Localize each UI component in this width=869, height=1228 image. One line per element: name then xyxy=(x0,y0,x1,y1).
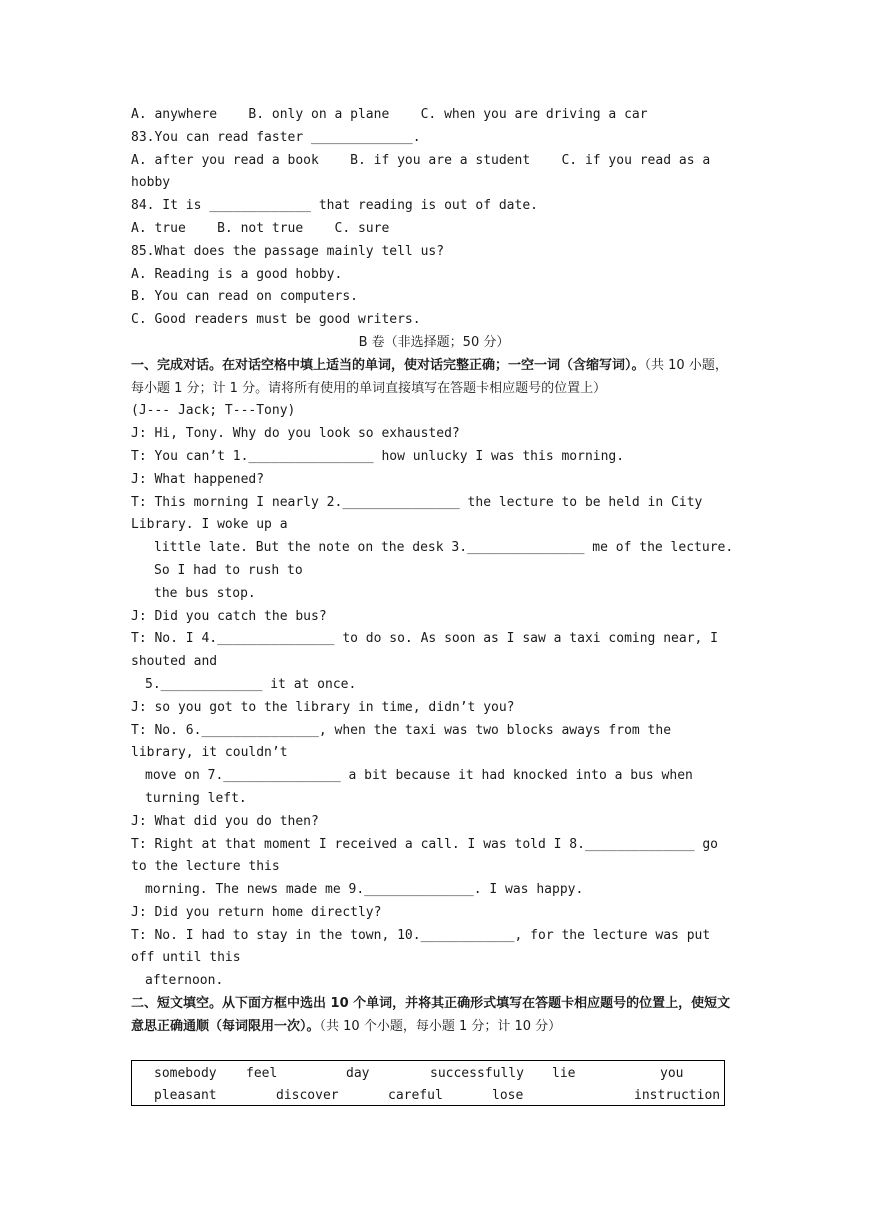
dialogue-line: the bus stop. xyxy=(154,585,256,601)
word-item: lose xyxy=(492,1088,524,1103)
word-item: feel xyxy=(246,1066,278,1081)
dialogue-line: T: No. 6._______________, when the taxi was two blocks aways from the library, it couldn’t xyxy=(131,722,679,761)
q85-option-c: C. Good readers must be good writers. xyxy=(131,312,421,328)
dialogue-line: afternoon. xyxy=(145,973,224,989)
q82-options: A. anywhere B. only on a plane C. when you are driving a car xyxy=(131,107,648,122)
dialogue-line: morning. The news made me 9.______________. I was happy. xyxy=(145,882,584,898)
dialogue-line: 5._____________ it at once. xyxy=(145,676,357,692)
word-item: lie xyxy=(552,1066,576,1081)
dialogue-line: (J--- Jack; T---Tony) xyxy=(131,403,296,419)
q85-question: 85.What does the passage mainly tell us? xyxy=(131,243,445,259)
q85-option-b: B. You can read on computers. xyxy=(131,289,358,305)
q85-option-a: A. Reading is a good hobby. xyxy=(131,266,343,282)
section-b-title: B 卷（非选择题；50 分） xyxy=(358,334,510,350)
exam-page xyxy=(131,104,742,1039)
dialogue-line: J: so you got to the library in time, didn’t you? xyxy=(131,699,515,715)
dialogue-line: J: What did you do then? xyxy=(131,813,319,829)
word-item: successfully xyxy=(430,1066,524,1081)
word-item: careful xyxy=(388,1088,443,1103)
word-row-2 xyxy=(132,1085,724,1107)
word-item: discover xyxy=(276,1088,339,1103)
q84-options: A. true B. not true C. sure xyxy=(131,220,390,236)
word-item: day xyxy=(346,1066,370,1081)
q83-options: A. after you read a book B. if you are a student C. if you read as a hobby xyxy=(131,152,719,191)
part2-instructions xyxy=(131,993,737,1039)
dialogue xyxy=(131,400,742,993)
word-box xyxy=(131,1060,725,1106)
q84-question: 84. It is _____________ that reading is out of date. xyxy=(131,198,538,214)
dialogue-line: T: You can’t 1.________________ how unlucky I was this morning. xyxy=(131,448,625,464)
dialogue-line: little late. But the note on the desk 3._______________ me of the lecture. So I had to rush to xyxy=(154,540,742,578)
part2-note: （共 10 个小题，每小题 1 分；计 10 分） xyxy=(319,1018,562,1034)
dialogue-line: T: No. I 4._______________ to do so. As soon as I saw a taxi coming near, I shouted and xyxy=(131,631,726,670)
part2-heading: 二、短文填空。从下面方框中选出 10 个单词，并将其正确形式填写在答题卡相应题号的位置上，使短文意思正确通顺（每词限用一次）。 xyxy=(131,996,731,1034)
part1-instructions xyxy=(131,355,737,401)
word-row-1 xyxy=(132,1063,724,1085)
word-item: somebody xyxy=(154,1066,217,1081)
part1-note: （共 10 小题，每小题 1 分；计 1 分。请将所有使用的单词直接填写在答题卡相应题号的位置上） xyxy=(131,357,728,396)
dialogue-line: J: Hi, Tony. Why do you look so exhausted? xyxy=(131,426,460,442)
dialogue-line: move on 7._______________ a bit because it had knocked into a bus when turning left. xyxy=(145,768,701,806)
dialogue-line: J: What happened? xyxy=(131,471,265,487)
dialogue-line: T: This morning I nearly 2._______________ the lecture to be held in City Library. I woke up a xyxy=(131,494,711,533)
dialogue-line: T: Right at that moment I received a call. I was told I 8.______________ go to the lecture this xyxy=(131,836,726,875)
word-item: instruction xyxy=(634,1088,721,1103)
q83-question: 83.You can read faster _____________. xyxy=(131,129,421,145)
part1-heading: 一、完成对话。在对话空格中填上适当的单词，使对话完整正确；一空一词（含缩写词）。 xyxy=(131,357,645,373)
dialogue-line: J: Did you catch the bus? xyxy=(131,608,327,624)
dialogue-line: J: Did you return home directly? xyxy=(131,904,382,920)
dialogue-line: T: No. I had to stay in the town, 10.____________, for the lecture was put off until this xyxy=(131,927,719,966)
word-item: pleasant xyxy=(154,1088,217,1103)
word-item: you xyxy=(660,1066,684,1081)
